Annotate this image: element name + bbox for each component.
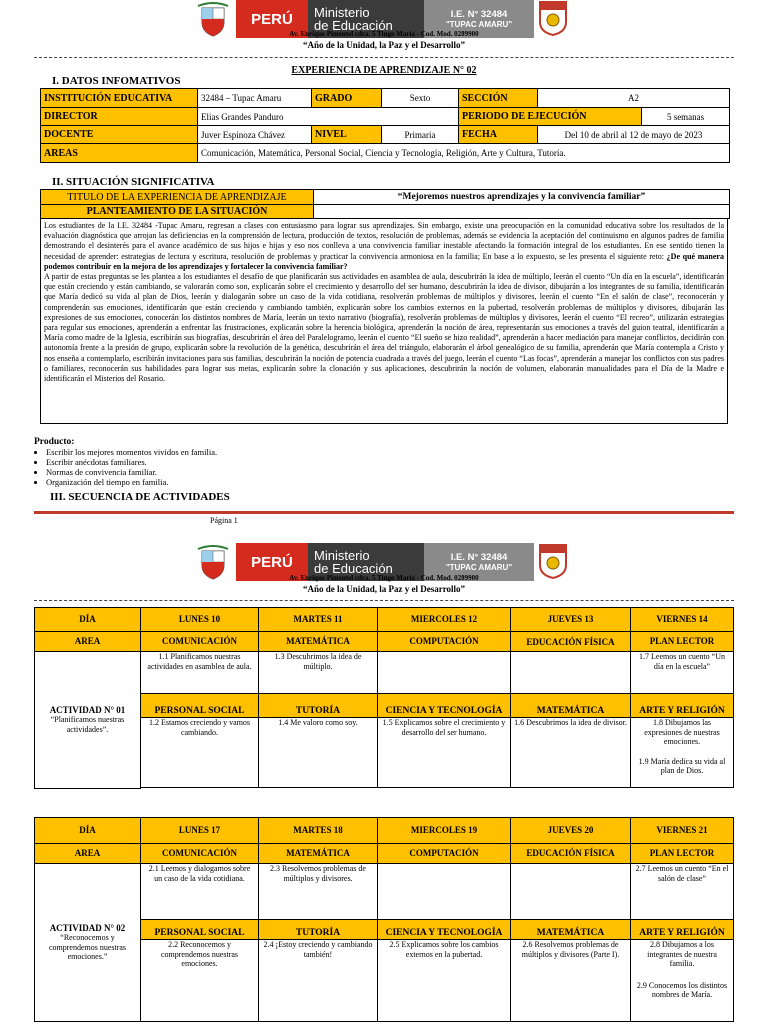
activity-cell: 2.2 Reconocemos y comprendemos nuestras emociones. xyxy=(141,940,259,1022)
page-header-2 xyxy=(0,543,768,601)
day-header: LUNES 17 xyxy=(141,818,259,844)
activity-cell-multi xyxy=(631,718,734,788)
titulo-value: “Mejoremos nuestros aprendizajes y la convivencia familiar” xyxy=(314,190,730,205)
activity-cell xyxy=(511,652,631,694)
activity-cell: 1.6 Descubrimos la idea de divisor. xyxy=(511,718,631,788)
director-label: DIRECTOR xyxy=(41,108,198,126)
producto-block xyxy=(34,437,217,487)
area-header: ARTE Y RELIGIÓN xyxy=(631,694,734,718)
activity-cell: 2.1 Leemos y dialogamos sobre un caso de la vida cotidiana. xyxy=(141,864,259,920)
week-1-table xyxy=(34,607,734,789)
day-header: MIERCOLES 19 xyxy=(378,818,511,844)
year-motto: “Año de la Unidad, la Paz y el Desarrollo” xyxy=(302,584,466,594)
ministerio-logo: Ministerio de Educación xyxy=(308,0,424,38)
header-divider-2 xyxy=(34,600,734,601)
situacion-text xyxy=(40,218,728,424)
day-header: MIERCOLES 12 xyxy=(378,608,511,632)
area-header: TUTORÍA xyxy=(259,694,378,718)
planteamiento-label: PLANTEAMIENTO DE LA SITUACIÓN xyxy=(41,205,314,219)
producto-label: Producto: xyxy=(34,437,75,447)
grado-label: GRADO xyxy=(312,89,382,108)
actividad-cell xyxy=(35,652,141,789)
producto-list xyxy=(34,447,217,487)
school-address: Av. Enrique Pimentel cdra. 5 Tingo María - Cod. Mod. 0289900 xyxy=(289,30,479,38)
ministerio-logo: Ministerio de Educación xyxy=(308,543,424,581)
actividad-name: “Reconocemos y comprendemos nuestras emociones.” xyxy=(48,933,127,961)
planteamiento-empty xyxy=(314,205,730,219)
section-2-title: II. SITUACIÓN SIGNIFICATIVA xyxy=(52,176,215,188)
areas-label: AREAS xyxy=(41,144,198,163)
area-header: ARTE Y RELIGIÓN xyxy=(631,920,734,940)
day-header: MARTES 18 xyxy=(259,818,378,844)
day-header: JUEVES 20 xyxy=(511,818,631,844)
grado-value: Sexto xyxy=(382,89,459,108)
activity-entry: 1.8 Dibujamos las expresiones de nuestras emociones. xyxy=(644,718,720,746)
seccion-value: A2 xyxy=(538,89,730,108)
situacion-table xyxy=(40,189,730,219)
fecha-value: Del 10 de abril al 12 de mayo de 2023 xyxy=(538,126,730,144)
situacion-paragraph-2: A partir de estas preguntas se les plantea a los estudiantes el desafío de que planificarán sus actividades en asamblea de aula, descubrirán la idea de múltiplo, leerán el cuento “Un día en la escuela”, identificarán que están creciendo y están cambiando, se valorarán como son, explicarán sobre el crecimiento y desarrollo del ser humano, descubrirán la idea de divisor, dibujarán a los integrantes de su familia, identificarán que María dedicó su vida al plan de Dios, leerán y dialogarán sobre un caso de la vida cotidiana, resolverán problemas de múltiplos y divisores, leerán el cuento “En el salón de clase”, reconocerán y comprenderán sus emociones, identificarán que están creciendo y cambiando también, explicarán sobre los cambios externos en la pubertad, resolverán problemas de múltiplos y divisores, dibujarán las expresiones de sus emociones, conocerán los distintos nombres de María, leerán un texto narrativo (biografía), resolverán problemas de múltiplos y divisores, leerán el cuento “El recreo”, utilizarán estrategias para regular sus emociones, aprenderán a enfrentar las frustraciones, explicarán sobre la herencia biológica, aprenderán la noción de área, representarán sus emociones a través del guion teatral, identificarán a María como madre de la Iglesia, escribirán sus biografías, descubrirán el área del Paralelogramo, leerán el cuento “El sueño se hizo realidad”, aprenderán a hacer mediación para manejar conflictos, decidirán con autonomía frente a la presión de grupo, explicarán sobre la revolución de la genética, descubrirán el área del triángulo, elaborarán el árbol genealógico de su familia, aprenderán que María contempla a Cristo y nos enseña a contemplarlo, escribirán invitaciones para sus familias, descubrirán la noción de potencia cuadrada a través del juego, leerán el cuento “Las focas”, aprenderán a manejar los conflictos con sus padres o familiares, reconocerán sus habilidades para lograr sus metas, explicarán sobre la clonación y sus aplicaciones, descubrirán la noción de volumen, elaborarán manualidades para el Día de la Madre e identificarán el Misterios del Rosario. xyxy=(44,272,724,384)
activity-cell: 1.1 Planificamos nuestras actividades en asamblea de aula. xyxy=(141,652,259,694)
activity-cell: 2.4 ¡Estoy creciendo y cambiando también! xyxy=(259,940,378,1022)
activity-cell: 1.3 Descubrimos la idea de múltiplo. xyxy=(259,652,378,694)
ie-badge: I.E. N° 32484 "TUPAC AMARU" xyxy=(424,0,534,38)
list-item: • Normas de convivencia familiar. xyxy=(46,467,217,477)
day-header: LUNES 10 xyxy=(141,608,259,632)
seccion-label: SECCIÓN xyxy=(459,89,538,108)
actividad-title: ACTIVIDAD N° 02 xyxy=(49,922,126,933)
area-header: EDUCACIÓN FÍSICA xyxy=(511,844,631,864)
area-header: AREA xyxy=(35,844,141,864)
document-title: EXPERIENCIA DE APRENDIZAJE N° 02 xyxy=(291,65,477,76)
week-2-table xyxy=(34,817,734,1022)
actividad-title: ACTIVIDAD N° 01 xyxy=(49,704,126,715)
page-header xyxy=(0,0,768,58)
activity-cell: 1.5 Explicamos sobre el crecimiento y desarrollo del ser humano. xyxy=(378,718,511,788)
day-header: VIERNES 14 xyxy=(631,608,734,632)
year-motto: “Año de la Unidad, la Paz y el Desarrollo” xyxy=(302,40,466,50)
actividad-cell xyxy=(35,864,141,1022)
dia-header: DÍA xyxy=(35,608,141,632)
activity-cell xyxy=(378,652,511,694)
area-header: PERSONAL SOCIAL xyxy=(141,694,259,718)
day-header: VIERNES 21 xyxy=(631,818,734,844)
activity-cell: 2.3 Resolvemos problemas de múltiplos y divisores. xyxy=(259,864,378,920)
nivel-value: Primaria xyxy=(382,126,459,144)
activity-cell: 1.2 Estamos creciendo y vamos cambiando. xyxy=(141,718,259,788)
activity-cell: 2.5 Explicamos sobre los cambios externos en la pubertad. xyxy=(378,940,511,1022)
activity-entry: 2.8 Dibujamos a los integrantes de nuestra familia. xyxy=(647,940,717,968)
ie-label: INSTITUCIÓN EDUCATIVA xyxy=(41,89,198,108)
situacion-paragraph-1: Los estudiantes de la I.E. 32484 -Tupac Amaru, regresan a clases con entusiasmo para lograr sus aprendizajes. Sin embargo, existe una preocupación en la comunidad educativa sobre los resultados de la evaluación diagnóstica que arrojan las deficiencias en la comprensión de lectura, producción de textos, resolución de problemas, además se evidencia la aceptación del continuismo en algunos padres de familia demostrando el desinterés para el avance académico de sus hijos e hijas y eso nos conlleva a una convivencia familiar inestable afectando la formación integral de los estudiantes. En ese sentido tienen la necesidad de aprender: estrategias de lectura y escritura, resolución de problemas y practicar la convivencia armoniosa en la familia; En base a lo expuesto, se les presenta el siguiente reto: xyxy=(44,221,724,261)
peru-logo: PERÚ xyxy=(236,543,308,581)
ie-value: 32484 – Tupac Amaru xyxy=(198,89,312,108)
section-1-title: I. DATOS INFOMATIVOS xyxy=(52,75,181,87)
periodo-value: 5 semanas xyxy=(642,108,730,126)
dia-header: DÍA xyxy=(35,818,141,844)
datos-informativos-table xyxy=(40,88,730,163)
activity-cell: 2.6 Resolvemos problemas de múltiplos y divisores (Parte I). xyxy=(511,940,631,1022)
activity-cell xyxy=(511,864,631,920)
area-header: COMUNICACIÓN xyxy=(141,844,259,864)
activity-cell: 1.7 Leemos un cuento “Un día en la escuela” xyxy=(631,652,734,694)
list-item: • Escribir los mejores momentos vividos en familia. xyxy=(46,447,217,457)
header-divider xyxy=(34,57,734,58)
activity-cell-multi xyxy=(631,940,734,1022)
ie-badge: I.E. N° 32484 "TUPAC AMARU" xyxy=(424,543,534,581)
area-header: MATEMÁTICA xyxy=(259,632,378,652)
area-header: CIENCIA Y TECNOLOGÍA xyxy=(378,694,511,718)
list-item: • Organización del tiempo en familia. xyxy=(46,477,217,487)
reto-question: ¿De qué manera podemos contribuir en la mejora de los aprendizajes y fortalecer la convivencia familiar? xyxy=(44,251,724,271)
activity-cell: 1.4 Me valoro como soy. xyxy=(259,718,378,788)
area-header: MATEMÁTICA xyxy=(259,844,378,864)
docente-value: Juver Espinoza Chávez xyxy=(198,126,312,144)
section-3-title: III. SECUENCIA DE ACTIVIDADES xyxy=(50,491,230,503)
activity-cell xyxy=(378,864,511,920)
activity-cell: 2.7 Leemos un cuento “En el salón de clase” xyxy=(631,864,734,920)
docente-label: DOCENTE xyxy=(41,126,198,144)
area-header: EDUCACIÓN FÍSICA xyxy=(511,632,631,652)
area-header: PLAN LECTOR xyxy=(631,632,734,652)
list-item: • Escribir anécdotas familiares. xyxy=(46,457,217,467)
periodo-label: PERIODO DE EJECUCIÓN xyxy=(459,108,642,126)
activity-entry: 1.9 María dedica su vida al plan de Dios. xyxy=(638,756,726,775)
area-header: MATEMÁTICA xyxy=(511,694,631,718)
area-header: COMPUTACIÓN xyxy=(378,844,511,864)
area-header: AREA xyxy=(35,632,141,652)
actividad-name: “Planificamos nuestras actividades”. xyxy=(50,715,125,734)
nivel-label: NIVEL xyxy=(312,126,382,144)
school-address: Av. Enrique Pimentel cdra. 5 Tingo María - Cod. Mod. 0289900 xyxy=(289,574,479,582)
area-header: COMPUTACIÓN xyxy=(378,632,511,652)
activity-entry: 2.9 Conocemos los distintos nombres de María. xyxy=(636,980,728,999)
area-header: TUTORÍA xyxy=(259,920,378,940)
footer-bar xyxy=(34,511,734,514)
area-header: MATEMÁTICA xyxy=(511,920,631,940)
director-value: Elias Grandes Panduro xyxy=(198,108,459,126)
area-header: PLAN LECTOR xyxy=(631,844,734,864)
area-header: PERSONAL SOCIAL xyxy=(141,920,259,940)
day-header: JUEVES 13 xyxy=(511,608,631,632)
page-number: Página 1 xyxy=(210,516,238,525)
areas-value: Comunicación, Matemática, Personal Social, Ciencia y Tecnología, Religión, Arte y Cultura, Tutoría. xyxy=(198,144,730,163)
titulo-label: TITULO DE LA EXPERIENCIA DE APRENDIZAJE xyxy=(41,190,314,205)
fecha-label: FECHA xyxy=(459,126,538,144)
area-header: CIENCIA Y TECNOLOGÍA xyxy=(378,920,511,940)
area-header: COMUNICACIÓN xyxy=(141,632,259,652)
day-header: MARTES 11 xyxy=(259,608,378,632)
peru-logo: PERÚ xyxy=(236,0,308,38)
